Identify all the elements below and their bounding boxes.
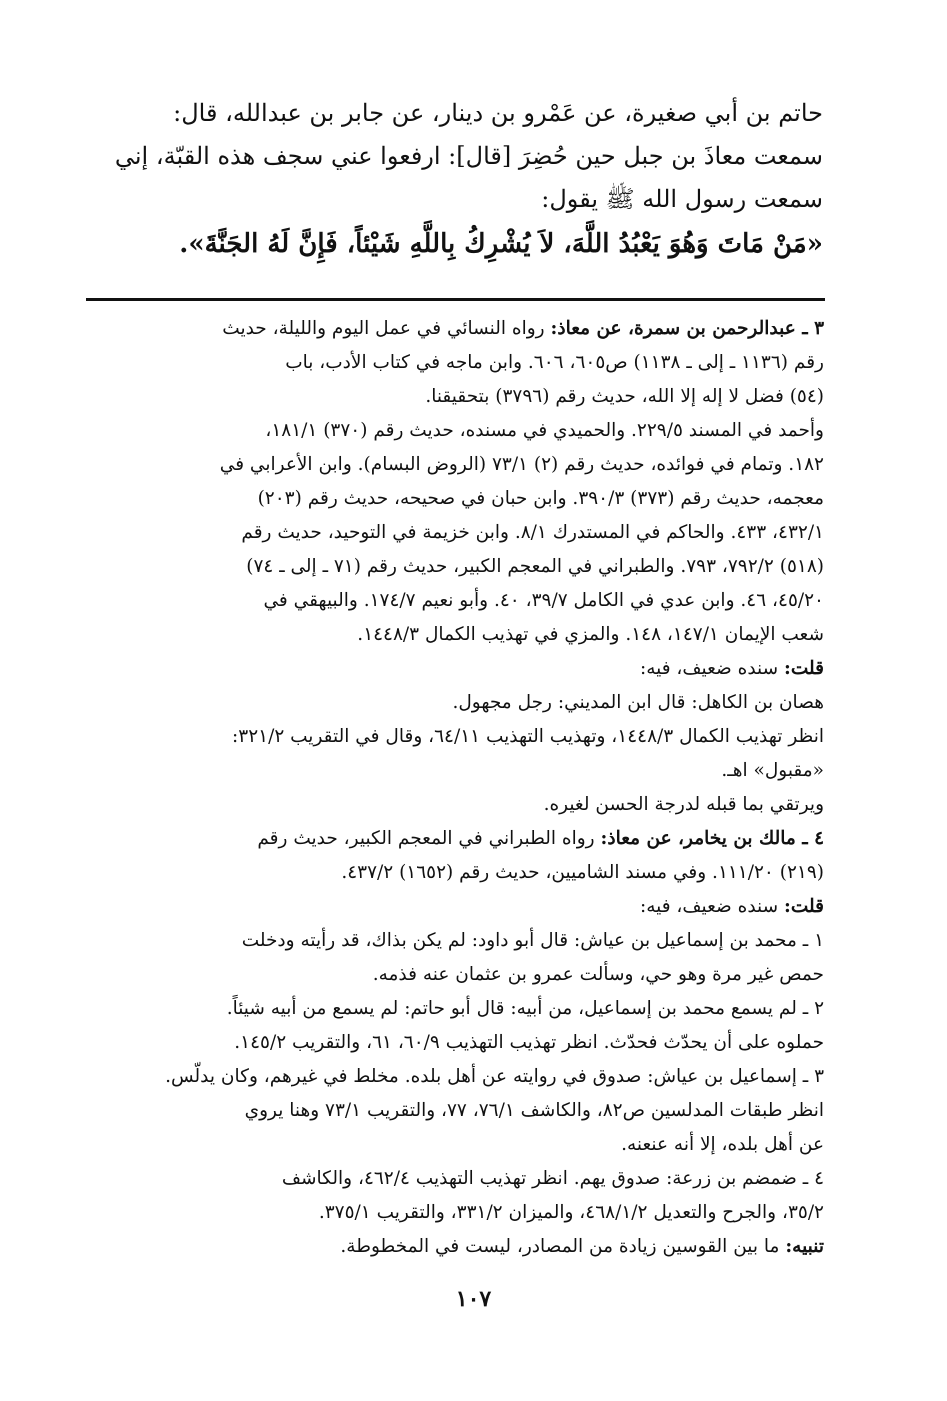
qult-text: سنده ضعيف، فيه: bbox=[639, 658, 779, 679]
qult-label: قلت: bbox=[784, 896, 824, 917]
footnote-text: رواه الطبراني في المعجم الكبير، حديث رقم bbox=[257, 828, 595, 849]
footnotes-block bbox=[80, 312, 824, 1264]
footnote-line: ٣٥/٢، والجرح والتعديل ٤٦٨/١/٢، والميزان ٣٣١/٢، والتقريب ٣٧٥/١. bbox=[318, 1202, 824, 1223]
footnote-line: ٤٥/٢٠، ٤٦. وابن عدي في الكامل ٣٩/٧، ٤٠. وأبو نعيم ١٧٤/٧. والبيهقي في bbox=[263, 590, 824, 611]
footnote-line: ١٨٢. وتمام في فوائده، حديث رقم (٢) ٧٣/١ (الروض البسام). وابن الأعرابي في bbox=[219, 454, 824, 475]
footnote-line bbox=[80, 652, 824, 686]
footnote-line: ١ ـ محمد بن إسماعيل بن عياش: قال أبو داود: لم يكن بذاك، قد رأيته ودخلت bbox=[241, 930, 824, 951]
footnote-line: ٤٣٢/١، ٤٣٣. والحاكم في المستدرك ٨/١. وابن خزيمة في التوحيد، حديث رقم bbox=[241, 522, 824, 543]
footnote-line: حمص غير مرة وهو حي، وسألت عمرو بن عثمان عنه فذمه. bbox=[372, 964, 824, 985]
footnote-line: عن أهل بلده، إلا أنه عنعنه. bbox=[621, 1134, 824, 1155]
footnote-line: (٥٤) فضل لا إله إلا الله، حديث رقم (٣٧٩٦) بتحقيقنا. bbox=[425, 386, 824, 407]
qult-label: قلت: bbox=[784, 658, 824, 679]
footnote-line bbox=[80, 822, 824, 856]
footnote-line: هصان بن الكاهل: قال ابن المديني: رجل مجهول. bbox=[452, 692, 824, 713]
footnote-line bbox=[80, 890, 824, 924]
footnote-line: ٢ ـ لم يسمع محمد بن إسماعيل، من أبيه: قال أبو حاتم: لم يسمع من أبيه شيئاً. bbox=[226, 998, 824, 1019]
footnote-line: «مقبول» اهـ. bbox=[721, 760, 824, 781]
main-text-block bbox=[78, 92, 823, 267]
footnote-line: ٣ ـ إسماعيل بن عياش: صدوق في روايته عن أهل بلده. مخلط في غيرهم، وكان يدلّس. bbox=[165, 1066, 824, 1087]
footnote-line: ويرتقي بما قبله لدرجة الحسن لغيره. bbox=[543, 794, 824, 815]
footnote-line: حملوه على أن يحدّث فحدّث. انظر تهذيب التهذيب ٦٠/٩، ٦١، والتقريب ١٤٥/٢. bbox=[234, 1032, 824, 1053]
footnote-line: انظر طبقات المدلسين ص٨٢، والكاشف ٧٦/١، ٧٧، والتقريب ٧٣/١ وهنا يروي bbox=[244, 1100, 824, 1121]
footnote-line bbox=[80, 1230, 824, 1264]
hadith-quote: «مَنْ مَاتَ وَهُوَ يَعْبُدُ اللَّهَ، لاَ يُشْرِكُ بِاللَّهِ شَيْئاً، فَإِنَّ لَهُ الجَنَّةَ». bbox=[179, 229, 823, 259]
footnote-3-heading: ٣ ـ عبدالرحمن بن سمرة، عن معاذ: bbox=[550, 318, 824, 339]
footnote-line: وأحمد في المسند ٢٢٩/٥. والحميدي في مسنده، حديث رقم (٣٧٠) ١٨١/١، bbox=[265, 420, 824, 441]
footnote-line: معجمه، حديث رقم (٣٧٣) ٣٩٠/٣. وابن حبان في صحيحه، حديث رقم (٢٠٣) bbox=[257, 488, 824, 509]
footnote-line: شعب الإيمان ١٤٧/١، ١٤٨. والمزي في تهذيب الكمال ١٤٤٨/٣. bbox=[357, 624, 824, 645]
qult-text: سنده ضعيف، فيه: bbox=[639, 896, 779, 917]
footnote-line: رقم (١١٣٦ ـ إلى ـ ١١٣٨) ص٦٠٥، ٦٠٦. وابن ماجه في كتاب الأدب، باب bbox=[285, 352, 824, 373]
main-text-line: سمعت رسول الله ﷺ يقول: bbox=[541, 185, 823, 213]
footnote-line: ٤ ـ ضمضم بن زرعة: صدوق يهم. انظر تهذيب التهذيب ٤٦٢/٤، والكاشف bbox=[281, 1168, 824, 1189]
tanbih-label: تنبيه: bbox=[785, 1236, 824, 1257]
page-number: ١٠٧ bbox=[455, 1286, 492, 1312]
footnote-line bbox=[80, 312, 824, 346]
footnote-4-heading: ٤ ـ مالك بن يخامر، عن معاذ: bbox=[600, 828, 824, 849]
footnote-text: رواه النسائي في عمل اليوم والليلة، حديث bbox=[222, 318, 545, 339]
tanbih-text: ما بين القوسين زيادة من المصادر، ليست في المخطوطة. bbox=[340, 1236, 780, 1257]
main-text-line: سمعت معاذَ بن جبل حين حُضِرَ [قال]: ارفعوا عني سجف هذه القبّة، إني bbox=[114, 142, 823, 170]
footnote-line: (٥١٨) ٧٩٢/٢، ٧٩٣. والطبراني في المعجم الكبير، حديث رقم (٧١ ـ إلى ـ ٧٤) bbox=[246, 556, 824, 577]
footnote-line: انظر تهذيب الكمال ١٤٤٨/٣، وتهذيب التهذيب ٦٤/١١، وقال في التقريب ٣٢١/٢: bbox=[232, 726, 824, 747]
footnote-line: (٢١٩) ١١١/٢٠. وفي مسند الشاميين، حديث رقم (١٦٥٢) ٤٣٧/٢. bbox=[341, 862, 824, 883]
main-text-line: حاتم بن أبي صغيرة، عن عَمْرو بن دينار، عن جابر بن عبدالله، قال: bbox=[173, 99, 823, 127]
footnote-divider bbox=[86, 298, 825, 301]
